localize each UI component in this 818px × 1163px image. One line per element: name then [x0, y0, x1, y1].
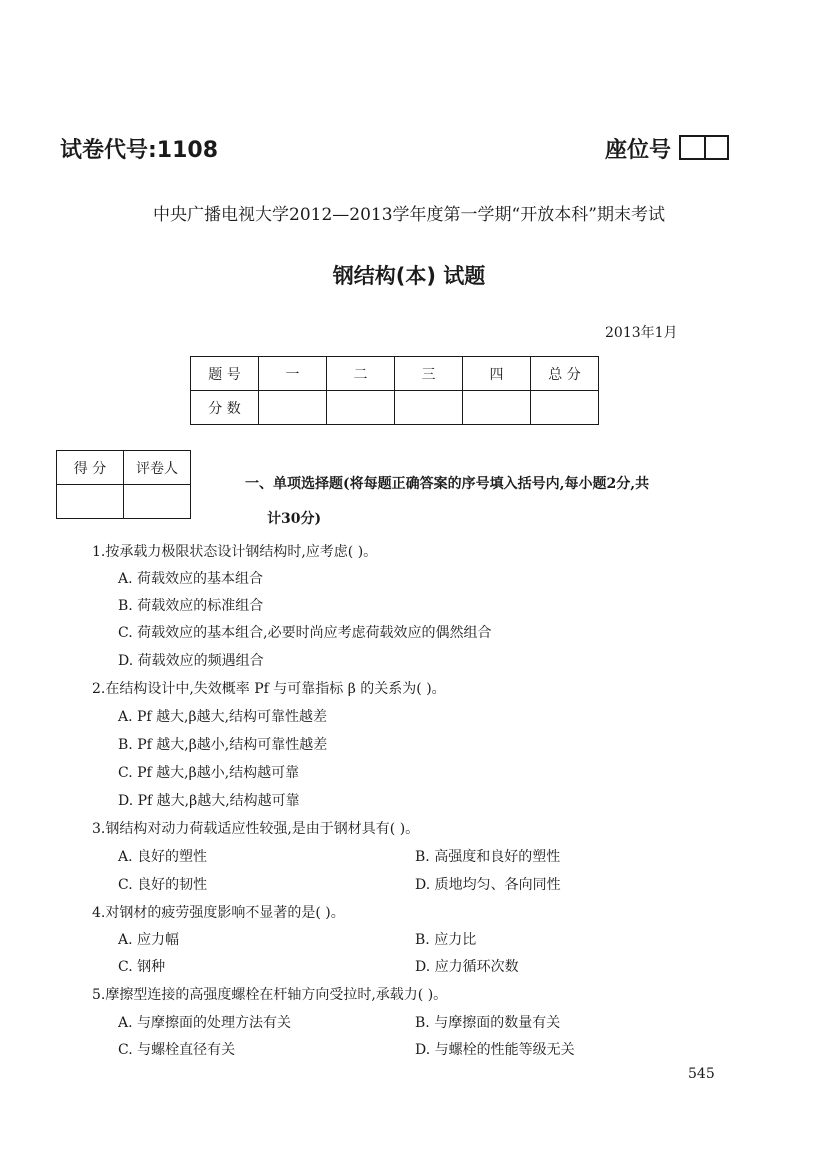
question-option: D. 与螺栓的性能等级无关 [415, 1042, 575, 1058]
grader-name-header: 评卷人 [124, 451, 191, 485]
exam-header: 中央广播电视大学2012—2013学年度第一学期“开放本科”期末考试 [153, 205, 665, 225]
grader-score-header: 得 分 [57, 451, 124, 485]
score-table-score-row [191, 391, 599, 425]
section-title-continuation: 计30分) [267, 511, 322, 527]
seat-box-divider [704, 137, 706, 158]
question-option: B. 荷载效应的标准组合 [118, 598, 264, 614]
question-option: C. Pf 越大,β越小,结构越可靠 [118, 765, 300, 781]
seat-number-boxes[interactable] [679, 135, 729, 160]
grader-table [56, 450, 191, 519]
question-option: A. 与摩擦面的处理方法有关 [118, 1015, 292, 1031]
question-option: D. 质地均匀、各向同性 [415, 877, 561, 893]
score-table [190, 356, 599, 425]
score-cell[interactable] [259, 391, 327, 425]
question-option: A. Pf 越大,β越大,结构可靠性越差 [118, 709, 328, 725]
question-text: 2.在结构设计中,失效概率 Pf 与可靠指标 β 的关系为( )。 [92, 681, 446, 697]
question-option: D. 应力循环次数 [415, 959, 519, 975]
grader-table-input-row [57, 485, 191, 519]
course-title: 钢结构(本) 试题 [332, 264, 486, 288]
score-table-row-header: 分 数 [191, 391, 259, 425]
exam-date: 2013年1月 [605, 325, 678, 341]
question-option: B. Pf 越大,β越小,结构可靠性越差 [118, 737, 328, 753]
page-number: 545 [688, 1066, 715, 1082]
score-table-row-header: 题 号 [191, 357, 259, 391]
question-text: 3.钢结构对动力荷载适应性较强,是由于钢材具有( )。 [92, 821, 420, 837]
paper-code: 试卷代号:1108 [60, 138, 219, 163]
score-table-column: 二 [327, 357, 395, 391]
question-option: C. 荷载效应的基本组合,必要时尚应考虑荷载效应的偶然组合 [118, 625, 492, 641]
score-table-column: 一 [259, 357, 327, 391]
section-title: 一、单项选择题(将每题正确答案的序号填入括号内,每小题2分,共 [245, 476, 650, 492]
score-table-column: 三 [395, 357, 463, 391]
score-cell[interactable] [327, 391, 395, 425]
question-option: B. 应力比 [415, 932, 477, 948]
grader-score-cell[interactable] [57, 485, 124, 519]
question-option: B. 与摩擦面的数量有关 [415, 1015, 561, 1031]
question-option: A. 荷载效应的基本组合 [118, 571, 264, 587]
score-table-header-row [191, 357, 599, 391]
question-text: 5.摩擦型连接的高强度螺栓在杆轴方向受拉时,承载力( )。 [92, 987, 448, 1003]
question-option: A. 应力幅 [118, 932, 180, 948]
score-cell[interactable] [395, 391, 463, 425]
question-option: C. 钢种 [118, 959, 166, 975]
question-option: C. 与螺栓直径有关 [118, 1042, 236, 1058]
question-option: B. 高强度和良好的塑性 [415, 849, 561, 865]
question-text: 4.对钢材的疲劳强度影响不显著的是( )。 [92, 905, 345, 921]
question-option: D. 荷载效应的频遇组合 [118, 653, 264, 669]
score-table-column: 总 分 [531, 357, 599, 391]
question-option: D. Pf 越大,β越大,结构越可靠 [118, 793, 300, 809]
question-text: 1.按承载力极限状态设计钢结构时,应考虑( )。 [92, 544, 378, 560]
score-cell[interactable] [531, 391, 599, 425]
score-table-column: 四 [463, 357, 531, 391]
grader-name-cell[interactable] [124, 485, 191, 519]
seat-number-label: 座位号 [605, 138, 672, 163]
score-cell[interactable] [463, 391, 531, 425]
question-option: A. 良好的塑性 [118, 849, 208, 865]
question-option: C. 良好的韧性 [118, 877, 208, 893]
grader-table-header-row [57, 451, 191, 485]
